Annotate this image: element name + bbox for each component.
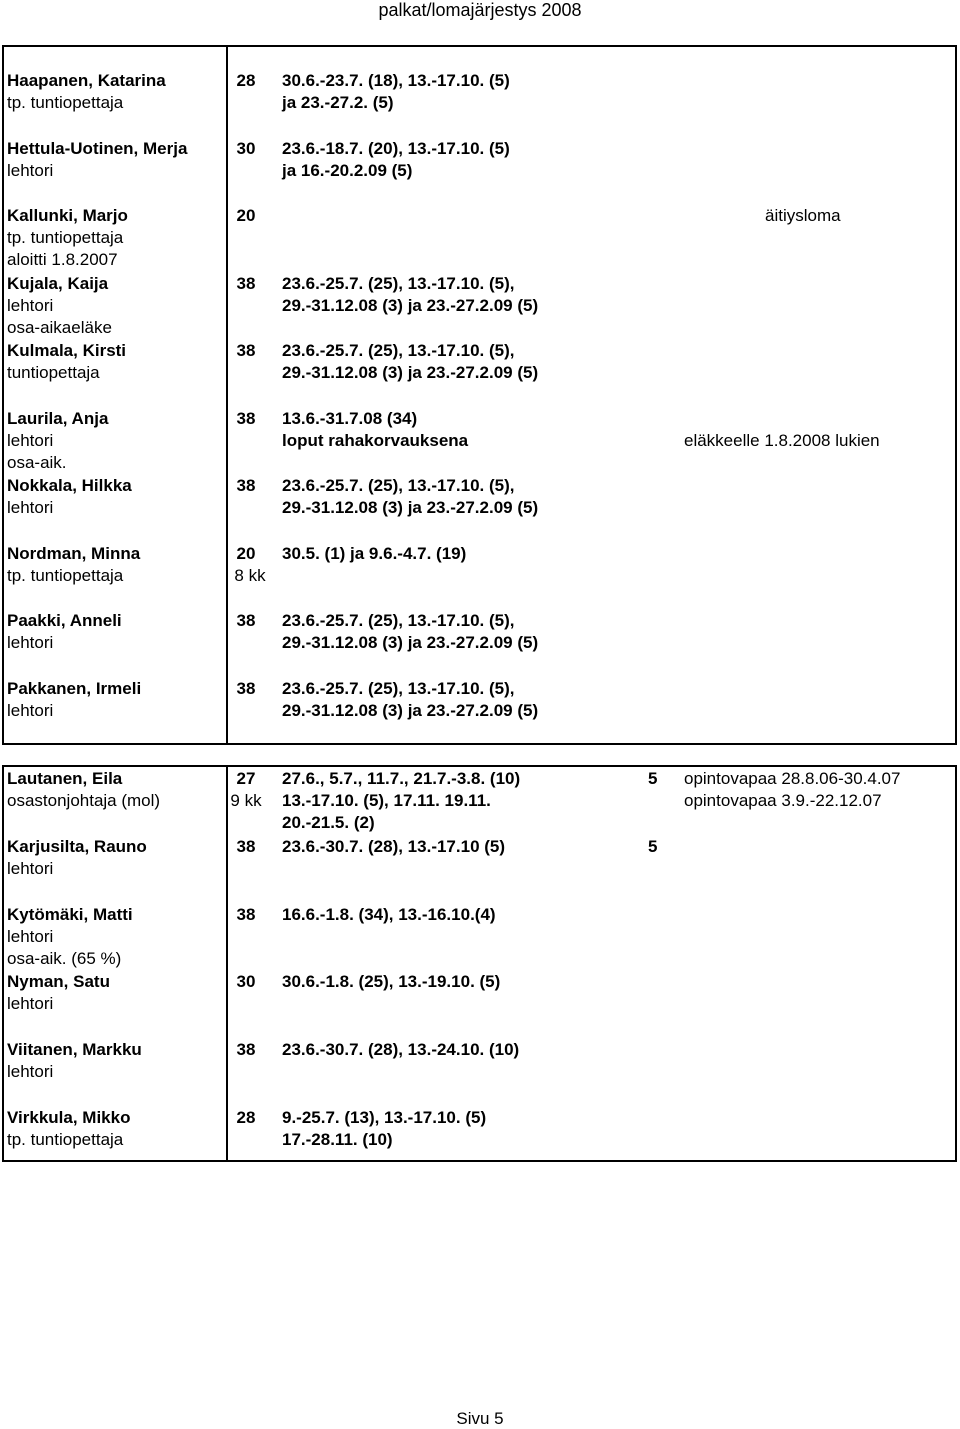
employee-role: lehtori — [7, 633, 54, 652]
holiday-days: 38 — [236, 341, 256, 360]
employee-role: lehtori — [7, 431, 54, 450]
employee-role: lehtori — [7, 994, 54, 1013]
employee-name: Nokkala, Hilkka — [7, 476, 132, 495]
vacation-period: 30.6.-1.8. (25), 13.-19.10. (5) — [282, 972, 501, 991]
employee-name: Virkkula, Mikko — [7, 1108, 131, 1127]
vacation-period-cont: ja 23.-27.2. (5) — [282, 93, 394, 112]
employee-name: Lautanen, Eila — [7, 769, 123, 788]
employee-name: Kallunki, Marjo — [7, 206, 128, 225]
employee-name: Paakki, Anneli — [7, 611, 122, 630]
employee-name: Viitanen, Markku — [7, 1040, 142, 1059]
holiday-days: 28 — [236, 71, 256, 90]
vacation-period: 27.6., 5.7., 11.7., 21.7.-3.8. (10) — [282, 769, 521, 788]
study-leave: opintovapaa 28.8.06-30.4.07 — [684, 769, 901, 788]
employee-role: tp. tuntiopettaja — [7, 566, 124, 585]
staff-table-2 — [2, 765, 957, 1162]
vacation-period-cont: 29.-31.12.08 (3) ja 23.-27.2.09 (5) — [282, 498, 539, 517]
holiday-days: 38 — [236, 679, 256, 698]
holiday-days: 30 — [236, 139, 256, 158]
employee-status: osa-aik. (65 %) — [7, 949, 122, 968]
employee-role: tuntiopettaja — [7, 363, 100, 382]
holiday-months: 8 kk — [234, 566, 266, 585]
employee-role: lehtori — [7, 498, 54, 517]
page-header: palkat/lomajärjestys 2008 — [378, 0, 582, 20]
employee-name: Kujala, Kaija — [7, 274, 109, 293]
extra-days: 5 — [648, 769, 658, 788]
vacation-period-cont: 29.-31.12.08 (3) ja 23.-27.2.09 (5) — [282, 296, 539, 315]
vacation-period: 23.6.-18.7. (20), 13.-17.10. (5) — [282, 139, 510, 158]
vacation-period-cont: 17.-28.11. (10) — [282, 1130, 393, 1149]
holiday-days: 38 — [236, 905, 256, 924]
page-footer: Sivu 5 — [456, 1409, 504, 1428]
vacation-period-cont: 13.-17.10. (5), 17.11. 19.11. — [282, 791, 491, 810]
employee-name: Kytömäki, Matti — [7, 905, 133, 924]
employee-role: lehtori — [7, 927, 54, 946]
vacation-period: 30.6.-23.7. (18), 13.-17.10. (5) — [282, 71, 510, 90]
holiday-days: 20 — [236, 206, 256, 225]
employee-status: osa-aik. — [7, 453, 67, 472]
vacation-period-cont: loput rahakorvauksena — [282, 431, 469, 450]
extra-days: 5 — [648, 837, 658, 856]
employee-name: Nordman, Minna — [7, 544, 141, 563]
vacation-period-cont: 29.-31.12.08 (3) ja 23.-27.2.09 (5) — [282, 363, 539, 382]
vacation-period: 30.5. (1) ja 9.6.-4.7. (19) — [282, 544, 467, 563]
study-leave: opintovapaa 3.9.-22.12.07 — [684, 791, 882, 810]
status-note: äitiysloma — [765, 206, 841, 225]
vacation-period: 9.-25.7. (13), 13.-17.10. (5) — [282, 1108, 487, 1127]
employee-role: tp. tuntiopettaja — [7, 93, 124, 112]
vacation-period-cont: 20.-21.5. (2) — [282, 813, 375, 832]
vacation-period: 23.6.-25.7. (25), 13.-17.10. (5), — [282, 341, 515, 360]
employee-name: Karjusilta, Rauno — [7, 837, 147, 856]
vacation-period: 23.6.-25.7. (25), 13.-17.10. (5), — [282, 274, 515, 293]
employee-role: osastonjohtaja (mol) — [7, 791, 161, 810]
employee-status: osa-aikaeläke — [7, 318, 112, 337]
employee-role: lehtori — [7, 161, 54, 180]
vacation-period: 23.6.-25.7. (25), 13.-17.10. (5), — [282, 476, 515, 495]
holiday-days: 27 — [236, 769, 256, 788]
holiday-days: 38 — [236, 409, 256, 428]
employee-role: lehtori — [7, 296, 54, 315]
employee-role: lehtori — [7, 859, 54, 878]
status-note: eläkkeelle 1.8.2008 lukien — [684, 431, 880, 450]
employee-name: Haapanen, Katarina — [7, 71, 166, 90]
holiday-days: 30 — [236, 972, 256, 991]
employee-name: Kulmala, Kirsti — [7, 341, 127, 360]
employee-name: Hettula-Uotinen, Merja — [7, 139, 188, 158]
holiday-days: 38 — [236, 1040, 256, 1059]
employee-role: lehtori — [7, 701, 54, 720]
holiday-days: 28 — [236, 1108, 256, 1127]
holiday-days: 38 — [236, 837, 256, 856]
holiday-months: 9 kk — [230, 791, 262, 810]
vacation-period: 23.6.-25.7. (25), 13.-17.10. (5), — [282, 679, 515, 698]
vacation-period-cont: ja 16.-20.2.09 (5) — [282, 161, 413, 180]
vacation-period: 16.6.-1.8. (34), 13.-16.10.(4) — [282, 905, 496, 924]
employee-role: tp. tuntiopettaja — [7, 1130, 124, 1149]
holiday-days: 20 — [236, 544, 256, 563]
employee-name: Pakkanen, Irmeli — [7, 679, 142, 698]
vacation-period: 13.6.-31.7.08 (34) — [282, 409, 418, 428]
holiday-days: 38 — [236, 476, 256, 495]
vacation-period: 23.6.-25.7. (25), 13.-17.10. (5), — [282, 611, 515, 630]
employee-role: tp. tuntiopettaja — [7, 228, 124, 247]
vacation-period-cont: 29.-31.12.08 (3) ja 23.-27.2.09 (5) — [282, 701, 539, 720]
employee-status: aloitti 1.8.2007 — [7, 250, 118, 269]
vacation-period: 23.6.-30.7. (28), 13.-24.10. (10) — [282, 1040, 520, 1059]
vacation-period-cont: 29.-31.12.08 (3) ja 23.-27.2.09 (5) — [282, 633, 539, 652]
employee-name: Laurila, Anja — [7, 409, 109, 428]
holiday-days: 38 — [236, 274, 256, 293]
holiday-days: 38 — [236, 611, 256, 630]
employee-name: Nyman, Satu — [7, 972, 110, 991]
employee-role: lehtori — [7, 1062, 54, 1081]
vacation-period: 23.6.-30.7. (28), 13.-17.10 (5) — [282, 837, 506, 856]
column-divider — [226, 767, 228, 1160]
